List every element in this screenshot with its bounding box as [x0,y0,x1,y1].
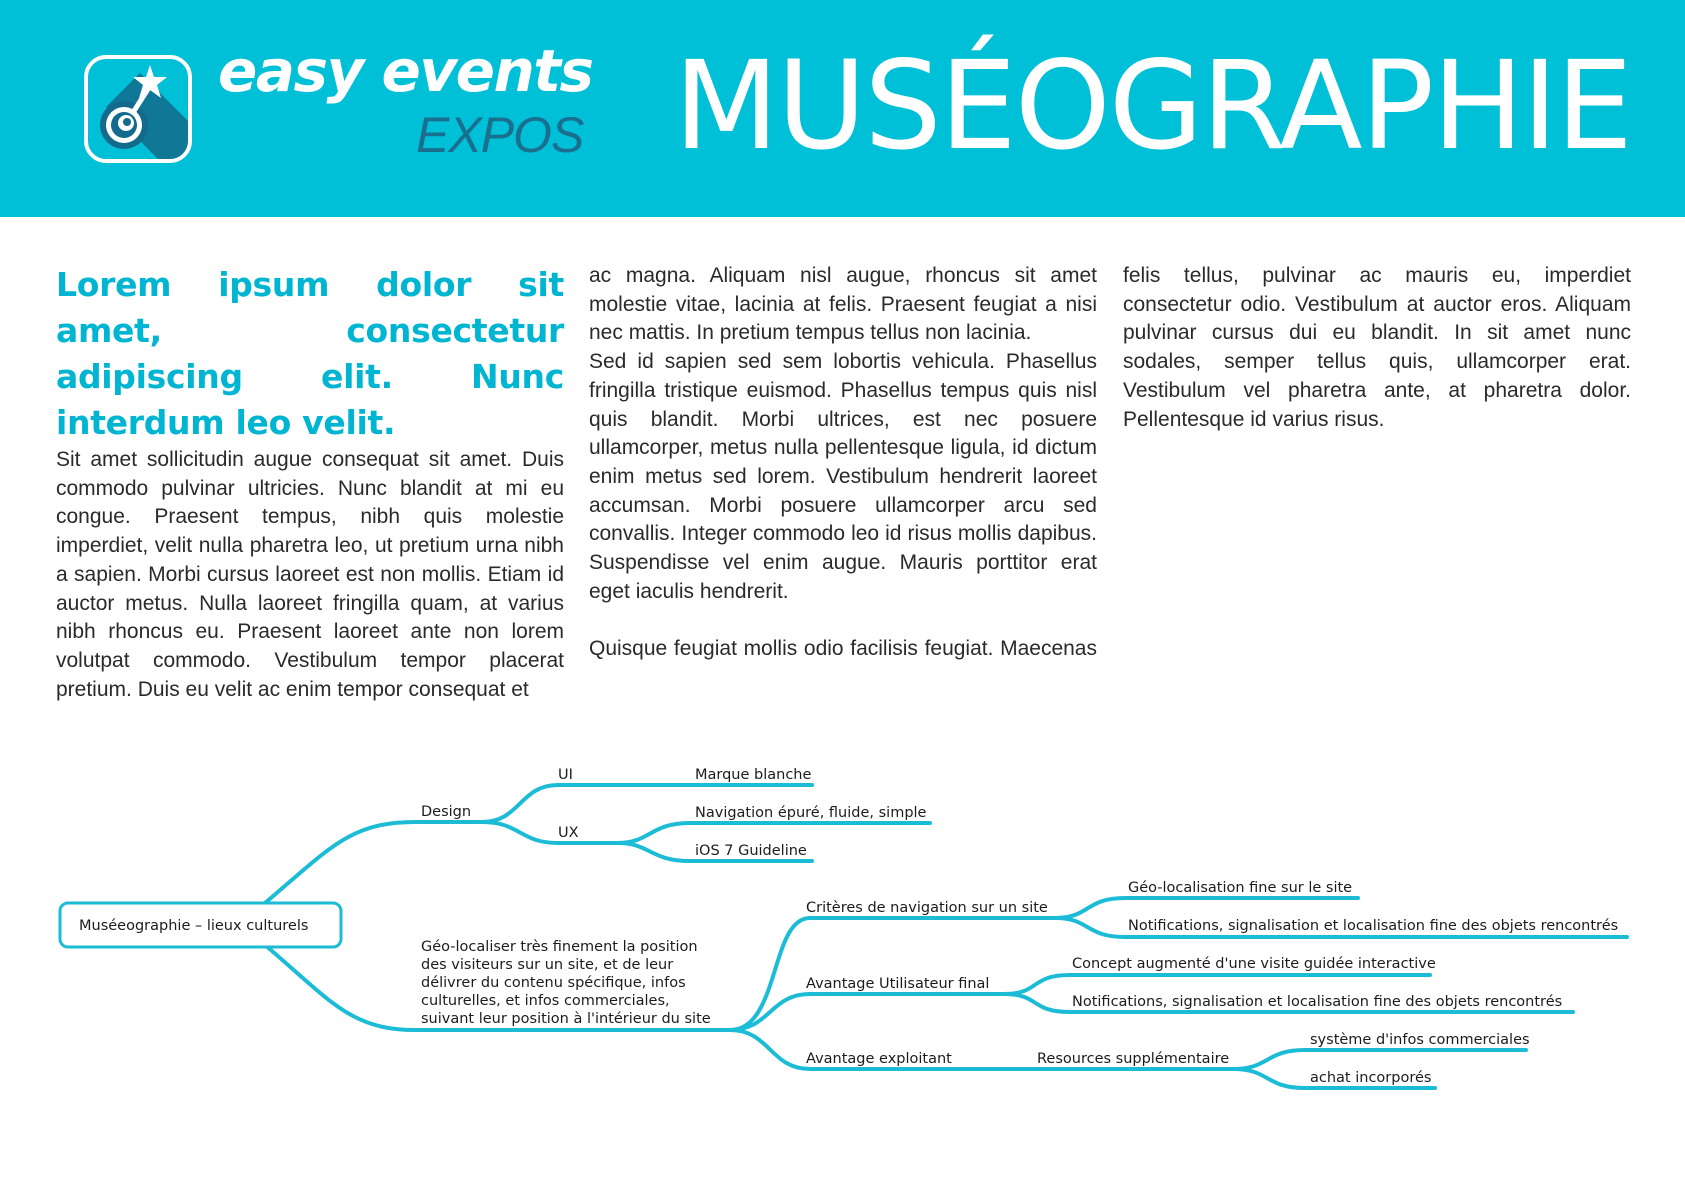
paragraph-spacer [589,606,1097,635]
node-ui: UI [558,767,573,783]
connector-geo-avantage-user [730,994,1004,1030]
node-geo-line-3: délivrer du contenu spécifique, infos [421,975,686,991]
column-2-paragraph-1: ac magna. Aliquam nisl augue, rhoncus sit amet molestie vitae, lacinia at felis. Praesent feugiat a nisi nec mattis. In pretium tempus tellus non lacinia. [589,264,1097,345]
node-notif-2: Notifications, signalisation et localisation fine des objets rencontrés [1072,994,1563,1010]
magic-wand-spiral-icon [88,59,188,159]
root-label: Muséeographie – lieux culturels [79,918,309,934]
connector-geo-criteres [730,918,1055,1030]
connector-ux-navigation [618,823,930,843]
node-navigation: Navigation épuré, fluide, simple [695,805,927,821]
node-notif-1: Notifications, signalisation et localisation fine des objets rencontrés [1128,918,1619,934]
column-2-paragraph-3: Quisque feugiat mollis odio facilisis feugiat. Maecenas [589,637,1097,661]
node-ios-guideline: iOS 7 Guideline [695,843,807,859]
article-column-2 [589,262,1097,664]
brand-name: easy events [218,37,593,105]
column-1-paragraph: Sit amet sollicitudin augue consequat sit amet. Duis commodo pulvinar ultricies. Nunc blandit at mi eu congue. Praesent tempus, nibh quis molestie imperdiet, velit nulla pharetra leo, ut pretium urna nibh a sapien. Morbi cursus laoreet est non mollis. Etiam id auctor metus. Nulla laoreet fringilla quam, at varius nibh rhoncus eu. Praesent laoreet ante non lorem volutpat commodo. Vestibulum tempor placerat pretium. Duis eu velit ac enim tempor consequat et [56,448,564,701]
node-geo-fine: Géo-localisation fine sur le site [1128,880,1353,896]
article-column-1 [56,262,564,704]
node-geo-line-5: suivant leur position à l'intérieur du site [421,1011,711,1027]
node-systeme-infos: système d'infos commerciales [1310,1032,1530,1048]
node-marque-blanche: Marque blanche [695,767,812,783]
lead-heading: Lorem ipsum dolor sit amet, consectetur adipiscing elit. Nunc interdum leo velit. [56,265,564,442]
node-avantage-exploitant: Avantage exploitant [806,1051,952,1067]
column-3-paragraph [1123,262,1631,434]
node-criteres: Critères de navigation sur un site [806,900,1048,916]
node-achat: achat incorporés [1310,1070,1432,1086]
node-avantage-utilisateur: Avantage Utilisateur final [806,976,990,992]
node-geo-line-4: culturelles, et infos commerciales, [421,993,670,1009]
connector-resources-systeme [1233,1050,1526,1069]
connector-design-ux [482,822,618,843]
node-geo-line-1: Géo-localiser très finement la position [421,939,698,955]
article-column-3 [1123,262,1631,434]
node-resources: Resources supplémentaire [1037,1051,1230,1067]
page-title: MUSÉOGRAPHIE [673,35,1631,177]
brand-subtitle: EXPOS [416,107,584,163]
node-concept: Concept augmenté d'une visite guidée interactive [1072,956,1436,972]
connector-root-design [265,822,482,903]
node-ux: UX [558,825,579,841]
node-design: Design [421,804,472,820]
column-2-paragraph-2: Sed id sapien sed sem lobortis vehicula. Phasellus fringilla tristique euismod. Phasellus tempus quis nisl quis blandit. Morbi ultrices, est nec posuere ullamcorper, metus nulla pellentesque ligula, id dictum enim metus sed lorem. Vestibulum hendrerit laoreet accumsan. Morbi posuere ullamcorper arcu sed convallis. Integer commodo leo id risus mollis dapibus. Suspendisse vel enim augue. Mauris porttitor erat eget iaculis hendrerit. [589,350,1097,603]
brand-logo [84,55,192,163]
connector-design-ui [482,785,618,822]
mind-map [0,740,1685,1120]
connector-user-concept [1004,975,1430,994]
connector-criteres-geofine [1055,898,1358,918]
node-geo-line-2: des visiteurs sur un site, et de leur [421,957,674,973]
column-3-text: felis tellus, pulvinar ac mauris eu, imperdiet consectetur odio. Vestibulum at auctor eros. Aliquam pulvinar cursus dui eu blandit. In sit amet nunc sodales, semper tellus quis, ullamcorper erat. Vestibulum vel pharetra ante, at pharetra dolor. Pellentesque id varius risus. [1123,264,1631,431]
header-banner [0,0,1685,217]
